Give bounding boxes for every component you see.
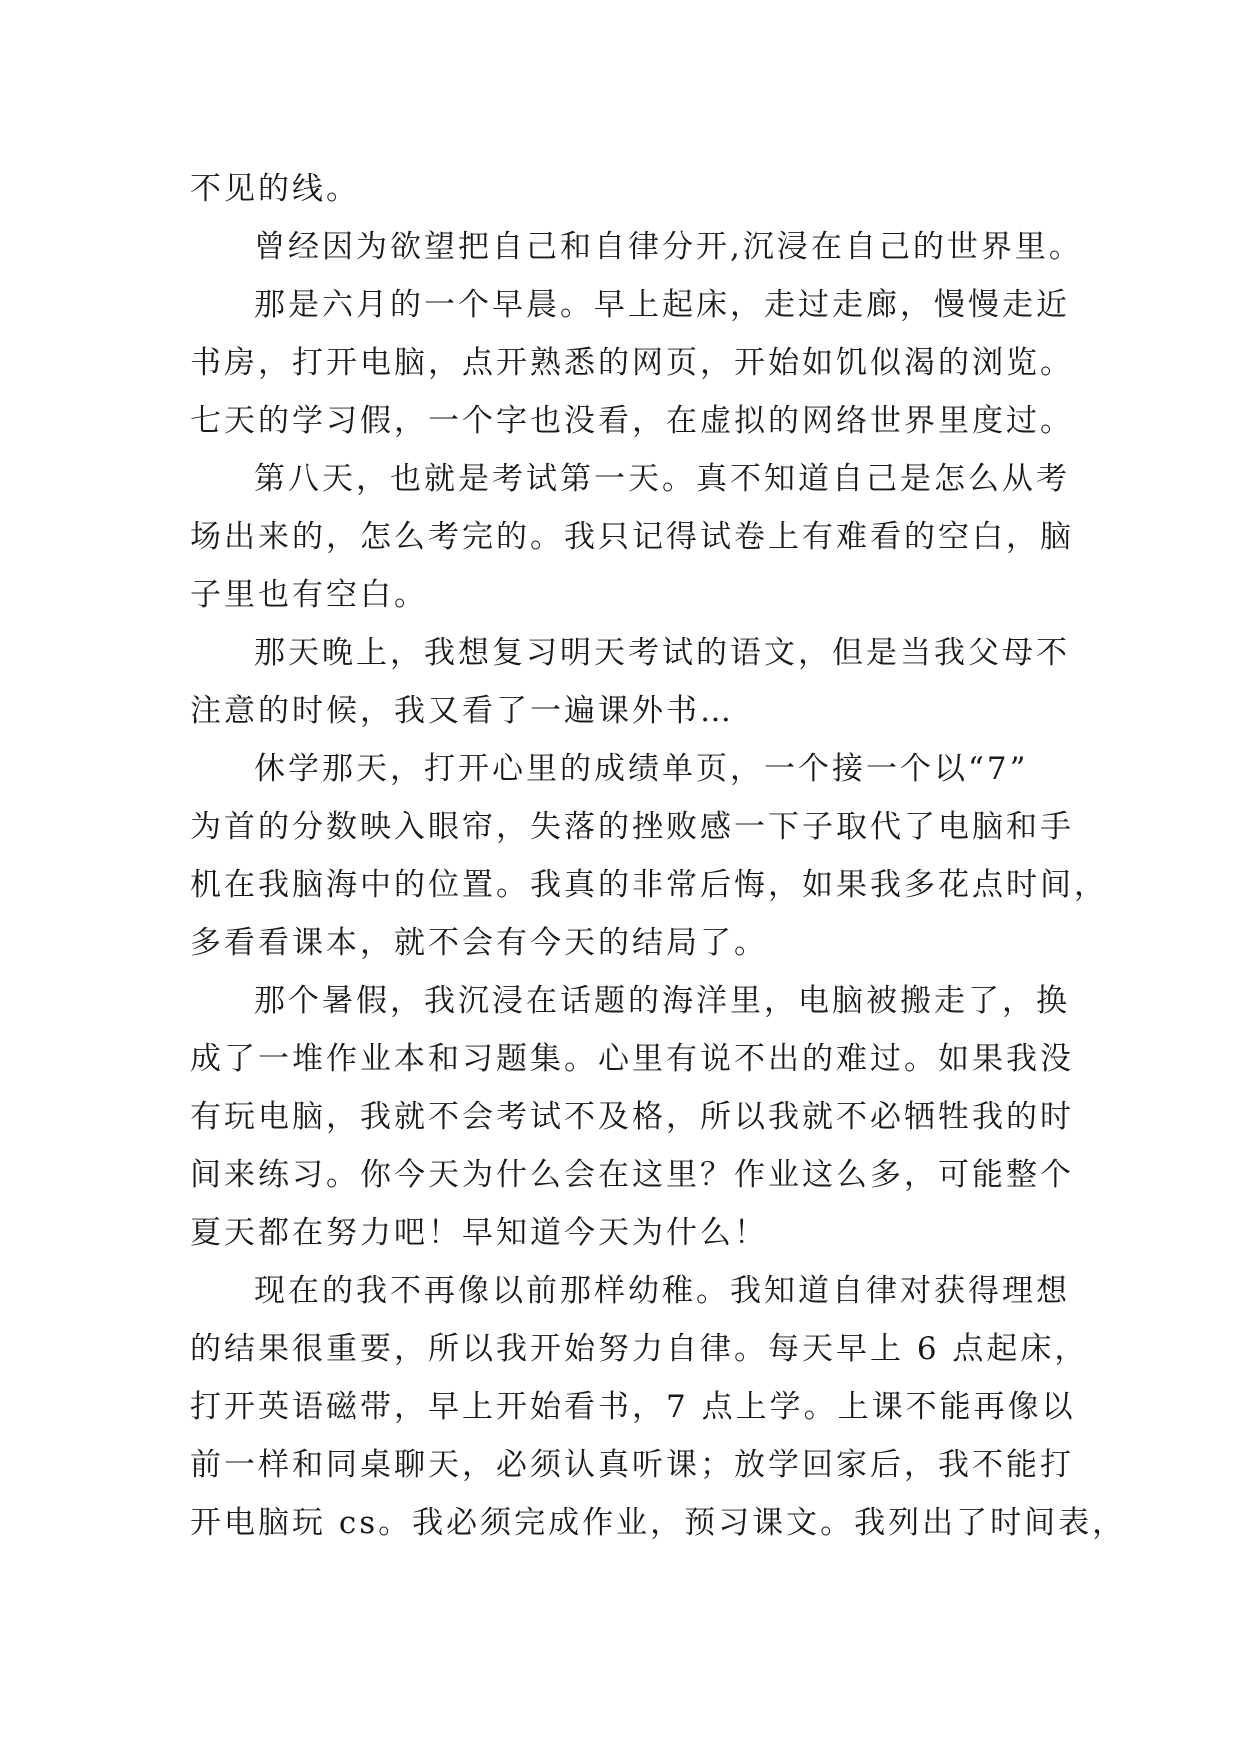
text-line: 现在的我不再像以前那样幼稚。我知道自律对获得理想 [254,1273,1070,1309]
text-line: 开电脑玩 cs。我必须完成作业，预习课文。我列出了时间表， [190,1505,1127,1541]
text-line: 七天的学习假，一个字也没看，在虚拟的网络世界里度过。 [190,403,1074,439]
text-line: 成了一堆作业本和习题集。心里有说不出的难过。如果我没 [190,1041,1074,1077]
text-line: 那天晚上，我想复习明天考试的语文，但是当我父母不 [254,635,1070,671]
text-line: 夏天都在努力吧！早知道今天为什么！ [190,1215,768,1251]
text-line: 间来练习。你今天为什么会在这里？作业这么多，可能整个 [190,1157,1074,1193]
text-line: 的结果很重要，所以我开始努力自律。每天早上 6 点起床， [190,1331,1089,1367]
text-line: 不见的线。 [190,171,360,207]
text-line: 第八天，也就是考试第一天。真不知道自己是怎么从考 [254,461,1070,497]
text-line: 打开英语磁带，早上开始看书，7 点上学。上课不能再像以 [190,1389,1076,1425]
text-line: 为首的分数映入眼帘，失落的挫败感一下子取代了电脑和手 [190,809,1074,845]
text-line: 多看看课本，就不会有今天的结局了。 [190,925,768,961]
text-line: 注意的时候，我又看了一遍课外书… [190,693,734,729]
essay-body [190,160,1127,1552]
text-line: 子里也有空白。 [190,577,428,613]
text-line: 机在我脑海中的位置。我真的非常后悔，如果我多花点时间， [190,867,1108,903]
text-line: 那个暑假，我沉浸在话题的海洋里，电脑被搬走了，换 [254,983,1070,1019]
text-line: 场出来的，怎么考完的。我只记得试卷上有难看的空白，脑 [190,519,1074,555]
text-line: 曾经因为欲望把自己和自律分开,沉浸在自己的世界里。 [254,229,1083,265]
text-line: 休学那天，打开心里的成绩单页，一个接一个以“7” [254,751,1029,787]
text-line: 那是六月的一个早晨。早上起床，走过走廊，慢慢走近 [254,287,1070,323]
text-line: 有玩电脑，我就不会考试不及格，所以我就不必牺牲我的时 [190,1099,1074,1135]
text-line: 书房，打开电脑，点开熟悉的网页，开始如饥似渴的浏览。 [190,345,1074,381]
text-line: 前一样和同桌聊天，必须认真听课；放学回家后，我不能打 [190,1447,1074,1483]
